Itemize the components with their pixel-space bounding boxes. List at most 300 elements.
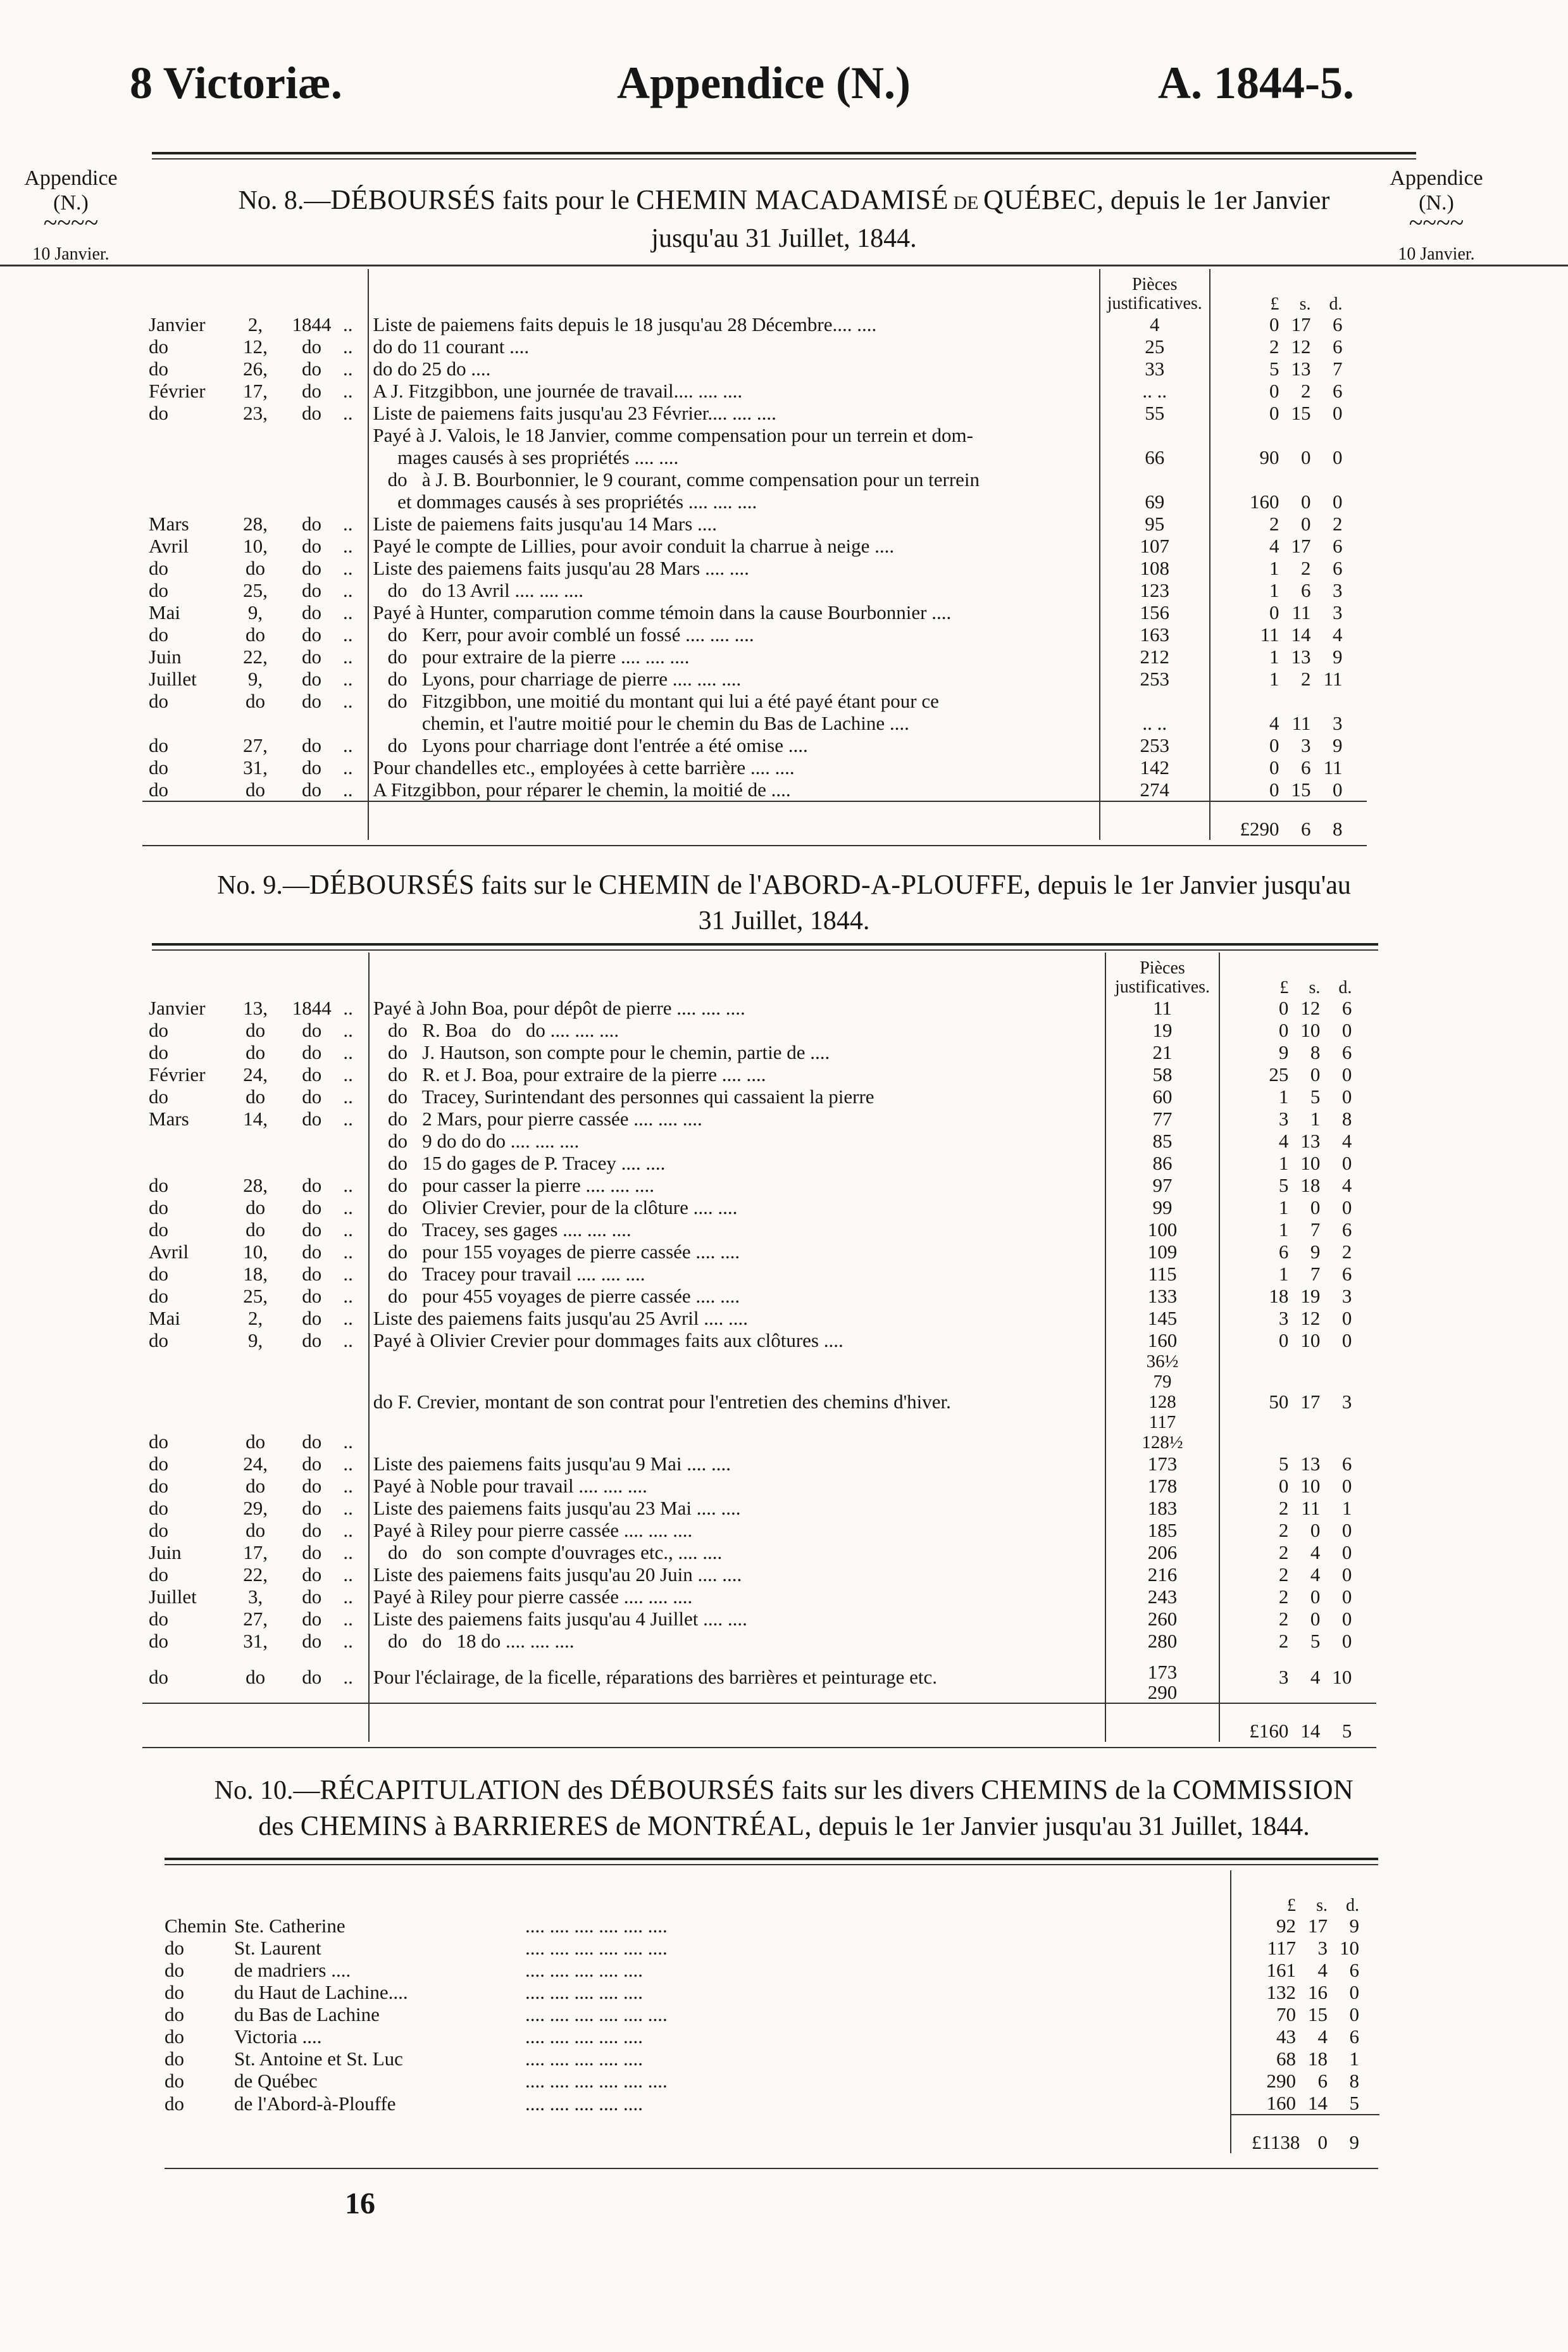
table-row: do do do .. do Olivier Crevier, pour de la clôture .... .... 99 1 0 0 [142, 1196, 1376, 1218]
row-day: 9, [247, 601, 263, 623]
recap-amount [1231, 1981, 1379, 2003]
table-row: do 27, do .. Liste des paiemens faits jusqu'au 4 Juillet .... .... 260 2 0 0 [142, 1608, 1376, 1630]
recap-chemin: do [165, 2025, 184, 2048]
amount-shilling: 2 [1300, 557, 1311, 579]
amount-shilling: 4 [1310, 1666, 1321, 1688]
row-year: do [302, 1285, 322, 1307]
amount-shilling: 5 [1310, 1630, 1321, 1652]
row-description: Liste de paiemens faits jusqu'au 14 Mars .... [368, 513, 1099, 535]
row-day [230, 491, 280, 513]
row-year: do [302, 1475, 322, 1497]
recap-chemin: do [165, 2070, 184, 2092]
amount-pound: 160 [1249, 491, 1279, 513]
row-year: do [302, 1586, 322, 1608]
row-month: Juin [149, 646, 182, 668]
header-left: 8 Victoriæ. [130, 58, 342, 108]
table-row: do do do .. do Tracey, ses gages .... .... .... 100 1 7 6 [142, 1218, 1376, 1241]
row-ref: 108 [1100, 557, 1210, 579]
table10-top-rule-thin [165, 1864, 1378, 1865]
row-month: do [149, 1666, 168, 1688]
row-ref: 4 [1100, 313, 1210, 335]
row-month: Mai [149, 601, 180, 623]
row-description: Liste des paiemens faits jusqu'au 4 Juillet .... .... [369, 1608, 1106, 1630]
amount-shilling: 11 [1291, 601, 1311, 623]
row-year: do [302, 1563, 322, 1586]
amount-pence: 10 [1340, 1937, 1359, 1959]
row-month: do [149, 335, 168, 358]
recap-road-name: Victoria .... [234, 2025, 322, 2048]
row-description: Liste des paiemens faits jusqu'au 20 Juin .... .... [369, 1563, 1106, 1586]
amount-shilling: 3 [1300, 734, 1311, 756]
recap-leader-dots: .... .... .... .... .... .... [525, 1937, 668, 1959]
row-month: do [149, 1475, 168, 1497]
crevier-ref: 128 [1148, 1392, 1176, 1412]
row-year [280, 424, 343, 446]
row-month: do [149, 1019, 168, 1041]
total-pound: £290 [1240, 818, 1279, 840]
amt-head-shilling: s. [1299, 294, 1311, 314]
table-row: do 26, do .. do do 25 do .... 33 5 13 7 [142, 358, 1367, 380]
amount-pence: 3 [1332, 579, 1343, 601]
table10-title-c: DÉBOURSÉS [609, 1774, 775, 1805]
row-amount [1210, 358, 1367, 380]
row-month: Avril [149, 1241, 189, 1263]
table-row: do 12, do .. do do 11 courant .... 25 2 12 6 [142, 335, 1367, 358]
row-description: Payé à John Boa, pour dépôt de pierre .... .... .... [369, 997, 1106, 1019]
recap-amount [1231, 2048, 1379, 2070]
amount-pound: 50 [1269, 1391, 1289, 1413]
table8-bottom-rule [142, 845, 1367, 846]
table10-title-no: No. 10.— [214, 1776, 320, 1805]
row-ref: 253 [1100, 734, 1210, 756]
amount-pence: 0 [1341, 1519, 1352, 1541]
amount-pound: 1 [1278, 1263, 1289, 1285]
table9-title-f: depuis le 1er Janvier jusqu'au [1031, 871, 1351, 900]
table-row: do do do .. Payé à Noble pour travail .... .... .... 178 0 10 0 [142, 1475, 1376, 1497]
row-year: 1844 [292, 997, 332, 1019]
row-day: 13, [243, 997, 268, 1019]
table9 [142, 953, 1376, 1742]
row-ref: 183 [1105, 1497, 1219, 1519]
table-row: do 24, do .. Liste des paiemens faits jusqu'au 9 Mai .... .... 173 5 13 6 [142, 1453, 1376, 1475]
total-pence: 5 [1341, 1720, 1352, 1742]
amount-pound: 18 [1269, 1285, 1289, 1307]
row-description: do do son compte d'ouvrages etc., .... .... [369, 1541, 1106, 1563]
row-year: do [302, 1541, 322, 1563]
table-row: Mai 9, do .. Payé à Hunter, comparution comme témoin dans la cause Bourbonnier .... 156 0 11 3 [142, 601, 1367, 623]
table9-header-row [142, 953, 1376, 997]
row-month: do [149, 1329, 168, 1351]
row-day: do [246, 1475, 266, 1497]
row-year: do [302, 1666, 322, 1688]
table9-lighting-row: do do do .. Pour l'éclairage, de la ficelle, réparations des barrières et peinturage etc. 173 290 3 4 10 [142, 1652, 1376, 1703]
row-month [142, 468, 230, 491]
amount-pound: 4 [1278, 1130, 1289, 1152]
row-amount [1210, 424, 1367, 446]
row-day: 2, [247, 313, 263, 335]
row-amount [1219, 1519, 1376, 1541]
row-ref: .. .. [1100, 712, 1210, 734]
row-day: 12, [243, 335, 268, 358]
row-year: do [302, 1196, 322, 1218]
table-row [142, 1130, 1376, 1152]
row-description: do pour extraire de la pierre .... .... .... [368, 646, 1099, 668]
row-ref: 280 [1105, 1630, 1219, 1652]
row-amount [1210, 468, 1367, 491]
row-month: do [149, 1453, 168, 1475]
amount-pound: 92 [1276, 1915, 1296, 1937]
amount-pound: 0 [1278, 997, 1289, 1019]
table-row: do do do .. do J. Hautson, son compte pour le chemin, partie de .... 21 9 8 6 [142, 1041, 1376, 1063]
row-year: do [302, 1497, 322, 1519]
table8-top-rule [0, 265, 1568, 266]
row-year: do [301, 380, 321, 402]
row-amount [1219, 1041, 1376, 1063]
row-month: do [149, 1519, 168, 1541]
table8-title [152, 182, 1416, 256]
row-description: Liste des paiemens faits jusqu'au 25 Avril .... .... [369, 1307, 1106, 1329]
amount-pence: 0 [1332, 402, 1343, 424]
row-description: do Lyons pour charriage dont l'entrée a été omise .... [368, 734, 1099, 756]
table9-title-a: DÉBOURSÉS [309, 869, 475, 900]
recap-amount [1231, 1937, 1379, 1959]
amount-pence: 4 [1332, 623, 1343, 646]
amount-shilling: 13 [1291, 358, 1311, 380]
row-amount [1219, 1174, 1376, 1196]
amount-shilling: 19 [1300, 1285, 1321, 1307]
amount-shilling: 9 [1310, 1241, 1321, 1263]
row-month: do [149, 1285, 168, 1307]
amount-pound: 25 [1269, 1063, 1289, 1085]
row-amount [1219, 1497, 1376, 1519]
amount-pound: 2 [1269, 513, 1279, 535]
row-year: do [302, 1430, 322, 1453]
amt-head-pound: £ [1287, 1896, 1296, 1915]
amount-pound: 0 [1278, 1019, 1289, 1041]
table-row: Juillet 3, do .. Payé à Riley pour pierre cassée .... .... .... 243 2 0 0 [142, 1586, 1376, 1608]
table-row: Février 24, do .. do R. et J. Boa, pour extraire de la pierre .... .... 58 25 0 0 [142, 1063, 1376, 1085]
row-year: do [301, 335, 321, 358]
table-row [142, 424, 1367, 446]
table10-title-l: de [609, 1812, 648, 1841]
table8-total-row [142, 801, 1367, 840]
amount-pence: 0 [1332, 491, 1343, 513]
row-amount [1219, 1351, 1376, 1453]
amount-shilling: 6 [1300, 756, 1311, 779]
row-description: Liste de paiemens faits depuis le 18 jusqu'au 28 Décembre.... .... [368, 313, 1099, 335]
amount-shilling: 0 [1300, 446, 1311, 468]
amount-shilling: 17 [1300, 1391, 1321, 1413]
row-description: do do 25 do .... [368, 358, 1099, 380]
row-ref: 173 [1105, 1453, 1219, 1475]
row-ref: 69 [1100, 491, 1210, 513]
row-description: mages causés à ses propriétés .... .... [368, 446, 1099, 468]
table9-title-no: No. 9.— [217, 871, 309, 900]
row-day: 27, [243, 1608, 268, 1630]
recap-row [165, 2003, 1379, 2025]
row-amount [1210, 513, 1367, 535]
table10-title-g: COMMISSION [1173, 1774, 1354, 1805]
total-pound: £160 [1249, 1720, 1289, 1742]
table-row: do do do .. Liste des paiemens faits jusqu'au 28 Mars .... .... 108 1 2 6 [142, 557, 1367, 579]
row-month [142, 446, 230, 468]
table10-title-h: des [258, 1812, 301, 1841]
amount-pound: 132 [1266, 1981, 1296, 2003]
table9-title-d: de [710, 871, 749, 900]
row-year [280, 468, 343, 491]
amount-pence: 5 [1349, 2092, 1359, 2114]
row-ref: 212 [1100, 646, 1210, 668]
amount-shilling: 11 [1291, 712, 1311, 734]
table8-title-d: DE [949, 192, 984, 213]
row-ref: 142 [1100, 756, 1210, 779]
row-amount [1210, 756, 1367, 779]
row-amount [1210, 712, 1367, 734]
row-ref: 156 [1100, 601, 1210, 623]
amount-pence: 0 [1341, 1152, 1352, 1174]
table9-body-2 [142, 1453, 1376, 1652]
row-amount [1219, 1630, 1376, 1652]
amount-pence: 0 [1341, 1541, 1352, 1563]
row-ref: 243 [1105, 1586, 1219, 1608]
row-month: Juin [149, 1541, 182, 1563]
row-ref: .. .. [1100, 380, 1210, 402]
table-row: do do do .. do Tracey, Surintendant des personnes qui cassaient la pierre 60 1 5 0 [142, 1085, 1376, 1108]
row-amount [1210, 601, 1367, 623]
amount-pence: 6 [1341, 997, 1352, 1019]
amount-shilling: 3 [1317, 1937, 1328, 1959]
table8-title-no: No. 8.— [238, 186, 331, 215]
amount-pence: 9 [1349, 1915, 1359, 1937]
row-year: do [302, 1519, 322, 1541]
row-description: Payé à J. Valois, le 18 Janvier, comme compensation pour un terrein et dom- [368, 424, 1099, 446]
total-shilling: 0 [1317, 2131, 1328, 2153]
row-ref [1100, 468, 1210, 491]
table10-top-rule [165, 1858, 1378, 1860]
amount-pound: 4 [1269, 535, 1279, 557]
table-row: Janvier 13, 1844 .. Payé à John Boa, pour dépôt de pierre .... .... .... 11 0 12 6 [142, 997, 1376, 1019]
row-ref: 206 [1105, 1541, 1219, 1563]
total-shilling: 6 [1300, 818, 1311, 840]
row-ref: 85 [1105, 1130, 1219, 1152]
row-day: do [246, 1519, 266, 1541]
amount-shilling: 6 [1300, 579, 1311, 601]
amount-shilling: 12 [1291, 335, 1311, 358]
row-year: do [302, 1174, 322, 1196]
row-month [142, 424, 230, 446]
row-amount [1210, 402, 1367, 424]
row-year [280, 446, 343, 468]
amt-head-shilling: s. [1309, 978, 1321, 998]
amount-pence: 0 [1341, 1475, 1352, 1497]
recap-leader-dots: .... .... .... .... .... .... [525, 2070, 668, 2092]
row-day: 3, [248, 1586, 263, 1608]
table8-title-f: depuis le 1er Janvier [1104, 186, 1330, 215]
row-ref: 77 [1105, 1108, 1219, 1130]
row-year: do [301, 646, 321, 668]
row-year: do [302, 1085, 322, 1108]
table10-title-e: CHEMINS [981, 1774, 1109, 1805]
row-month: Mai [149, 1307, 180, 1329]
amount-pence: 0 [1341, 1196, 1352, 1218]
amount-pound: 90 [1259, 446, 1279, 468]
table9-total [1219, 1703, 1376, 1742]
recap-leader-dots: .... .... .... .... .... [525, 2048, 643, 2070]
row-day: 9, [248, 1329, 263, 1351]
recap-amount [1231, 2025, 1379, 2048]
table-row [142, 446, 1367, 468]
table-row [142, 491, 1367, 513]
recap-leader-dots: .... .... .... .... .... [525, 1959, 643, 1981]
row-year: do [302, 1608, 322, 1630]
table-row: Mars 14, do .. do 2 Mars, pour pierre cassée .... .... .... 77 3 1 8 [142, 1108, 1376, 1130]
table9-total-row [142, 1703, 1376, 1742]
amount-pound: 2 [1278, 1497, 1289, 1519]
row-ref: 133 [1105, 1285, 1219, 1307]
amount-pound: 2 [1278, 1608, 1289, 1630]
row-ref: 60 [1105, 1085, 1219, 1108]
row-year: do [302, 1263, 322, 1285]
row-month: Janvier [149, 997, 206, 1019]
row-description: do Olivier Crevier, pour de la clôture .... .... [369, 1196, 1106, 1218]
row-day: 22, [243, 646, 268, 668]
recap-amount [1231, 1915, 1379, 1937]
amount-pound: 0 [1269, 779, 1279, 801]
amount-shilling: 14 [1308, 2092, 1328, 2114]
amount-pence: 6 [1349, 2025, 1359, 2048]
recap-row [165, 2025, 1379, 2048]
row-ref: 86 [1105, 1152, 1219, 1174]
row-month: do [149, 1174, 168, 1196]
amt-head-pound: £ [1279, 978, 1289, 998]
amount-shilling: 15 [1291, 402, 1311, 424]
table10-title-f: de la [1108, 1776, 1173, 1805]
table-row [142, 1152, 1376, 1174]
row-year [280, 1130, 343, 1152]
amount-pence: 6 [1332, 380, 1343, 402]
row-description: do R. Boa do do .... .... .... [369, 1019, 1106, 1041]
side-label-left-text: Appendice [24, 166, 118, 190]
row-day: 25, [243, 579, 268, 601]
row-year: do [301, 557, 321, 579]
row-day: 18, [243, 1263, 268, 1285]
table8-ref-header: Pièces justificatives. [1100, 269, 1210, 313]
amount-pence: 4 [1341, 1130, 1352, 1152]
amount-pence: 6 [1332, 335, 1343, 358]
row-year: do [302, 1241, 322, 1263]
amount-pound: 9 [1278, 1041, 1289, 1063]
row-day [230, 712, 280, 734]
row-year: do [302, 1630, 322, 1652]
row-ref: 66 [1100, 446, 1210, 468]
amount-pound: 4 [1269, 712, 1279, 734]
amount-pound: 1 [1278, 1085, 1289, 1108]
table-row: Avril 10, do .. do pour 155 voyages de pierre cassée .... .... 109 6 9 2 [142, 1241, 1376, 1263]
table9-title [152, 867, 1416, 939]
header-right: A. 1844-5. [1158, 58, 1354, 108]
side-label-left-n: (N.) [53, 191, 89, 215]
row-ref: 21 [1105, 1041, 1219, 1063]
amount-shilling: 7 [1310, 1218, 1321, 1241]
amount-pound: 0 [1278, 1329, 1289, 1351]
amount-shilling: 18 [1308, 2048, 1328, 2070]
amount-pence: 1 [1341, 1497, 1352, 1519]
row-day: do [246, 1196, 266, 1218]
row-description: Liste de paiemens faits jusqu'au 23 Février.... .... .... [368, 402, 1099, 424]
row-amount [1210, 734, 1367, 756]
table-row: do do do .. Payé à Riley pour pierre cassée .... .... .... 185 2 0 0 [142, 1519, 1376, 1541]
amount-pence: 3 [1332, 712, 1343, 734]
recap-chemin: do [165, 1959, 184, 1981]
amount-shilling: 0 [1300, 491, 1311, 513]
row-ref: 99 [1105, 1196, 1219, 1218]
amount-pence: 0 [1332, 446, 1343, 468]
amount-pound: 0 [1269, 756, 1279, 779]
amt-head-pence: d. [1329, 294, 1343, 314]
row-ref: 274 [1100, 779, 1210, 801]
row-description: A J. Fitzgibbon, une journée de travail.... .... .... [368, 380, 1099, 402]
table-row: Avril 10, do .. Payé le compte de Lillies, pour avoir conduit la charrue à neige .... 107 4 17 6 [142, 535, 1367, 557]
amount-pence: 2 [1332, 513, 1343, 535]
row-year: do [301, 579, 321, 601]
table-row: do 28, do .. do pour casser la pierre .... .... .... 97 5 18 4 [142, 1174, 1376, 1196]
amt-head-pence: d. [1338, 978, 1352, 998]
row-amount [1219, 1608, 1376, 1630]
row-amount [1219, 1263, 1376, 1285]
table10-title-a: RÉCAPITULATION [320, 1774, 561, 1805]
amount-pound: 1 [1269, 668, 1279, 690]
row-day: 31, [243, 1630, 268, 1652]
table8-amount-header [1210, 269, 1367, 313]
recap-road-name: de Québec [234, 2070, 318, 2092]
amount-shilling: 17 [1291, 535, 1311, 557]
side-label-left [14, 166, 128, 265]
crevier-ref: 36½ [1146, 1351, 1179, 1372]
table9-bottom-rule [142, 1747, 1376, 1748]
row-day: 9, [247, 668, 263, 690]
table10-title-m: MONTRÉAL, [647, 1810, 812, 1841]
table8-title-g: jusqu'au 31 Juillet, 1844. [651, 224, 917, 253]
amount-pound: 3 [1278, 1666, 1289, 1688]
row-amount [1219, 1453, 1376, 1475]
row-description: do F. Crevier, montant de son contrat pour l'entretien des chemins d'hiver. [369, 1351, 1106, 1453]
row-day: 29, [243, 1497, 268, 1519]
recap-road-name: Ste. Catherine [234, 1915, 345, 1937]
header-center: Appendice (N.) [617, 58, 911, 108]
table9-ref-header: Pièces justificatives. [1105, 953, 1219, 997]
recap-road-name: de l'Abord-à-Plouffe [234, 2092, 396, 2115]
row-day: do [246, 1430, 266, 1453]
amount-shilling: 6 [1317, 2070, 1328, 2092]
row-month [142, 712, 230, 734]
row-year [280, 1152, 343, 1174]
amount-pence: 6 [1341, 1453, 1352, 1475]
amount-shilling: 4 [1310, 1563, 1321, 1586]
amount-pence: 6 [1341, 1041, 1352, 1063]
row-month: Juillet [149, 668, 197, 690]
row-month [142, 1130, 230, 1152]
amount-shilling: 16 [1308, 1981, 1328, 2003]
amount-shilling: 10 [1300, 1019, 1321, 1041]
row-month: Mars [149, 1108, 189, 1130]
row-description: Payé à Noble pour travail .... .... .... [369, 1475, 1106, 1497]
row-ref: 145 [1105, 1307, 1219, 1329]
row-description: Payé à Olivier Crevier pour dommages faits aux clôtures .... [369, 1329, 1106, 1351]
amount-pound: 161 [1266, 1959, 1296, 1981]
side-date-right: 10 Janvier. [1398, 244, 1475, 265]
row-description: do Kerr, pour avoir comblé un fossé .... .... .... [368, 623, 1099, 646]
recap-chemin: do [165, 2092, 184, 2115]
